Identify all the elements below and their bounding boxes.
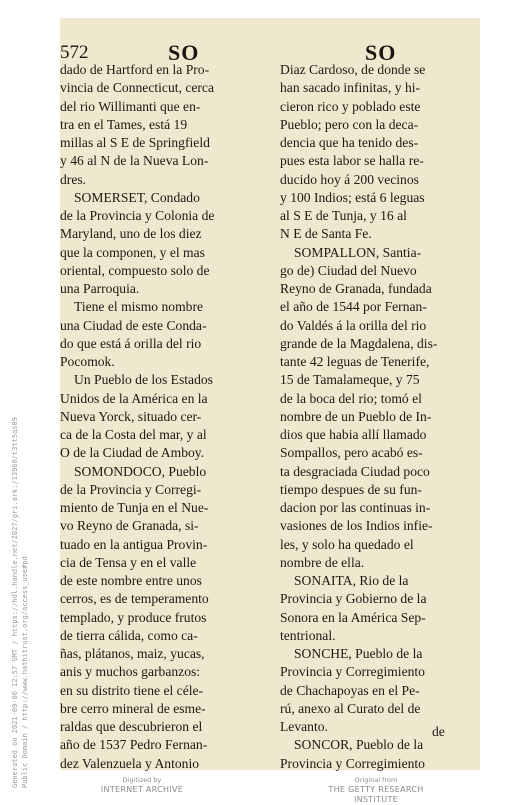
text-line: y 46 al N de la Nueva Lon- [60,153,209,169]
text-line: O de la Ciudad de Amboy. [60,445,205,461]
text-line: go de) Ciudad del Nuevo [280,262,417,278]
text-line: pues esta labor se halla re- [280,153,424,169]
text-line: tiempo despues de su fun- [280,481,422,497]
text-line: año de 1537 Pedro Fernan- [60,737,208,753]
text-line: vasiones de los Indios infie- [280,518,433,534]
text-line: nombre de un Pueblo de In- [280,408,432,424]
internet-archive-label: INTERNET ARCHIVE [100,785,184,794]
text-line: de Chachapoyas en el Pe- [280,682,420,698]
text-line: de la Provincia y Colonia de [60,208,215,223]
text-line: millas al S E de Springfield [60,135,210,150]
text-line: Pueblo; pero con la deca- [280,116,419,132]
text-line: SOMERSET, Condado [74,189,200,205]
text-line: dencia que ha tenido des- [280,135,419,150]
text-line: SOMONDOCO, Pueblo [74,463,207,479]
text-line: dado de Hartford en la Pro- [60,62,210,77]
left-column [60,61,270,773]
text-line: Unidos de la América en la [60,390,208,406]
running-head-left: SO [168,40,200,65]
original-from-label: Original from [354,776,398,784]
text-line: tentrional. [280,627,336,643]
book-page [60,18,480,770]
getty-institute-label: THE GETTY RESEARCH INSTITUTE [328,785,424,804]
text-line: al S E de Tunja, y 16 al [280,208,407,223]
text-line: tra en el Tames, está 19 [60,116,188,132]
text-line: Provincia y Gobierno de la [280,591,427,607]
digitized-by-credit [72,776,212,795]
text-line: Nueva Yorck, situado cer- [60,408,202,424]
text-line: Maryland, uno de los diez [60,226,202,242]
text-line: miento de Tunja en el Nue- [60,500,209,515]
text-line: cieron rico y poblado este [280,98,421,114]
text-line: grande de la Magdalena, dis- [280,335,438,351]
text-line: N E de Santa Fe. [280,226,372,242]
hathitrust-generation-notice [10,417,30,788]
text-line: una Ciudad de este Conda- [60,317,207,333]
text-line: Diaz Cardoso, de donde se [280,62,426,77]
text-line: Sompallos, pero acabó es- [280,445,423,461]
text-line: dios que habia allí llamado [280,427,427,442]
generation-notice-line: Generated on 2021-09-06 12:57 GMT / https://hdl.handle.net/2027/gri.ark:/13960/t3tt5qs09 [11,417,19,788]
text-line: dez Valenzuela y Antonio [60,755,200,771]
catchword: de [432,724,445,739]
text-line: les, y solo ha quedado el [280,536,414,552]
text-line: ca de la Costa del mar, y al [60,427,207,442]
text-line: SOMPALLON, Santia- [294,244,422,260]
text-line: Provincia y Corregimiento [280,755,425,771]
text-line: SONCHE, Pueblo de la [294,646,423,661]
text-line: han sacado infinitas, y hi- [280,80,421,96]
text-line: anis y muchos garbanzos: [60,664,201,680]
text-line: del rio Willimanti que en- [60,98,201,114]
text-line: dacion por las continuas in- [280,500,431,515]
text-line: el año de 1544 por Fernan- [280,299,427,315]
text-line: do Valdés á la orilla del rio [280,317,427,333]
right-column [280,61,485,773]
text-line: cerros, es de temperamento [60,591,209,607]
text-line: ta desgraciada Ciudad poco [280,463,430,479]
public-domain-notice-line: Public Domain / http://www.hathitrust.org/access_use#pd [21,556,29,788]
text-line: cia de Tensa y en el valle [60,554,197,570]
text-line: de la boca del rio; tomó el [280,390,422,406]
text-line: ñas, plátanos, maiz, yucas, [60,646,205,661]
text-line: bre cerro mineral de esme- [60,700,206,716]
text-line: SONAITA, Rio de la [294,573,409,588]
text-line: y 100 Indios; está 6 leguas [280,189,425,205]
running-head-right: SO [365,40,397,65]
text-line: nombre de ella. [280,554,365,570]
text-line: oriental, compuesto solo de [60,262,210,278]
text-line: ducido hoy á 200 vecinos [280,171,419,187]
text-line: en su distrito tiene el céle- [60,682,204,698]
text-line: tante 42 leguas de Tenerife, [280,354,430,369]
digitized-by-label: Digitized by [122,776,162,784]
text-line: que la componen, y el mas [60,244,205,260]
text-line: Tiene el mismo nombre [74,299,204,315]
text-line: SONCOR, Pueblo de la [294,737,424,753]
text-line: de la Provincia y Corregi- [60,481,202,497]
text-line: Sonora en la América Sep- [280,609,426,625]
text-line: templado, y produce frutos [60,609,207,625]
text-line: tuado en la antigua Provin- [60,536,208,552]
text-line: Reyno de Granada, fundada [280,281,432,296]
text-line: rú, anexo al Curato del de [280,700,421,716]
text-line: vo Reyno de Granada, si- [60,518,199,534]
text-line: do que está á orilla del rio [60,335,202,351]
page-number: 572 [60,42,89,63]
original-from-credit [306,776,446,805]
text-line: vincia de Connecticut, cerca [60,80,214,96]
text-line: una Parroquia. [60,281,140,296]
text-line: Pocomok. [60,354,115,369]
text-line: de tierra cálida, como ca- [60,627,198,643]
text-line: Un Pueblo de los Estados [74,372,213,388]
text-line: Levanto. [280,719,328,734]
page-footer [0,776,510,804]
text-line: de este nombre entre unos [60,573,202,588]
text-line: Provincia y Corregimiento [280,664,425,680]
text-line: raldas que descubrieron el [60,719,203,734]
text-line: 15 de Tamalameque, y 75 [280,372,420,388]
text-line: dres. [60,171,87,187]
